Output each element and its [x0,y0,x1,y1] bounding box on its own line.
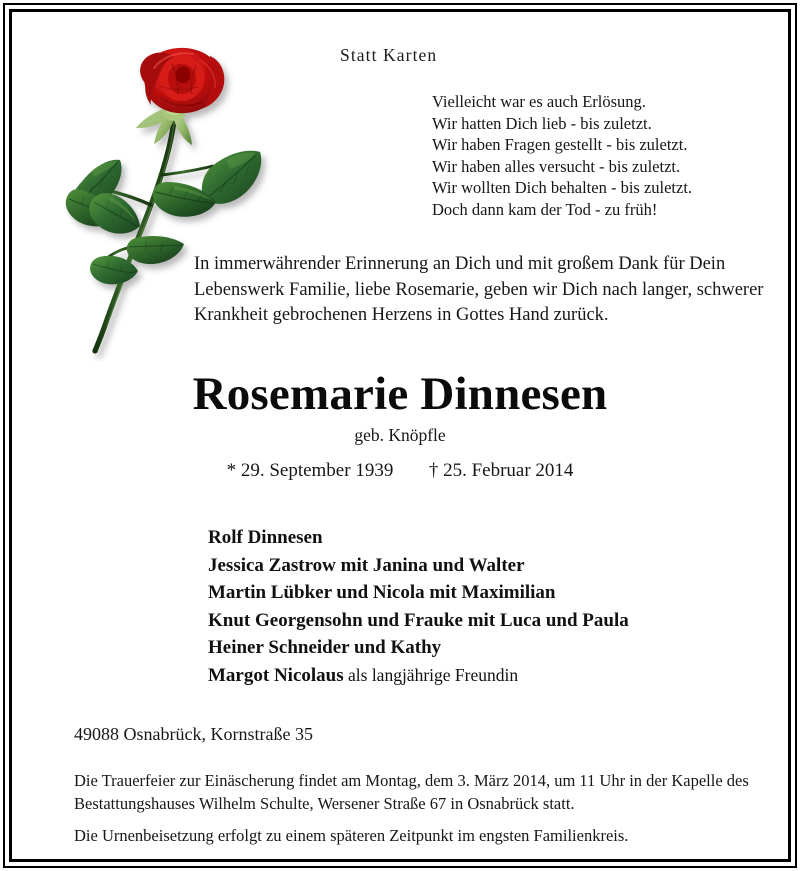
mourner-line [208,662,768,690]
card-content [12,12,788,859]
mourner-name: Knut Georgensohn und Frauke mit Luca und Paula [208,609,629,631]
rose-leaf-ivy-upper-left [73,160,121,209]
memorial-paragraph: In immerwährender Erinnerung an Dich und mit großem Dank für Dein Lebenswerk Familie, liebe Rosemarie, geben wir Dich nach langer, schwerer Krankheit gebrochenen Herzens in Gottes Hand zurück. [194,254,764,325]
death-symbol: † [428,460,439,481]
rose-calyx [136,103,192,145]
mourners-list [208,524,768,689]
statt-karten-heading: Statt Karten [340,45,438,65]
mourner-name: Heiner Schneider und Kathy [208,637,442,658]
mourner-name: Martin Lübker und Nicola mit Maximilian [208,582,556,603]
life-dates [12,459,788,483]
funeral-details [74,769,764,847]
rose-leaf-ivy-mid-left [66,189,118,226]
deceased-maiden-name: geb. Knöpfle [354,425,446,445]
interment-text: Die Urnenbeisetzung erfolgt zu einem späteren Zeitpunkt im engsten Familienkreis. [74,826,629,845]
mourner-suffix: als langjährige Freundin [343,664,519,685]
poem-line: Wir haben alles versucht - bis zuletzt. [432,156,681,176]
funeral-service-text: Die Trauerfeier zur Einäscherung findet am Montag, dem 3. März 2014, um 11 Uhr in der Kapelle des Bestattungshauses Wilhelm Schulte, Wersener Straße 67 in Osnabrück statt. [74,771,749,813]
poem-line: Wir wollten Dich behalten - bis zuletzt. [432,178,693,197]
rose-leaf-lower-right [127,236,184,264]
birth-symbol: * [226,460,237,481]
deceased-block [12,367,788,483]
birth-date: 29. September 1939 [240,460,394,481]
poem-line: Wir hatten Dich lieb - bis zuletzt. [432,113,652,133]
rose-leaf-mid-right [153,182,216,217]
poem-line: Vielleicht war es auch Erlösung. [432,92,646,111]
mourner-line [208,579,768,607]
memorial-poem [432,91,772,220]
poem-line: Doch dann kam der Tod - zu früh! [432,199,658,219]
family-address: 49088 Osnabrück, Kornstraße 35 [74,724,313,744]
mourner-line [208,552,768,580]
deceased-name: Rosemarie Dinnesen [192,368,608,420]
mourner-name: Jessica Zastrow mit Janina und Walter [208,554,525,576]
mourner-line [208,634,768,662]
rose-leaf-upper-right [202,151,261,204]
mourner-line [208,607,768,635]
rose-leaf-ivy-center [89,193,140,234]
rose-leaf-lower-left [90,256,138,284]
poem-line: Wir haben Fragen gestellt - bis zuletzt. [432,135,688,154]
mourner-line [208,524,768,552]
death-date: 25. Februar 2014 [443,460,574,481]
mourner-name: Rolf Dinnesen [208,527,323,548]
mourner-name: Margot Nicolaus [208,664,344,686]
rose-bloom [140,48,224,113]
